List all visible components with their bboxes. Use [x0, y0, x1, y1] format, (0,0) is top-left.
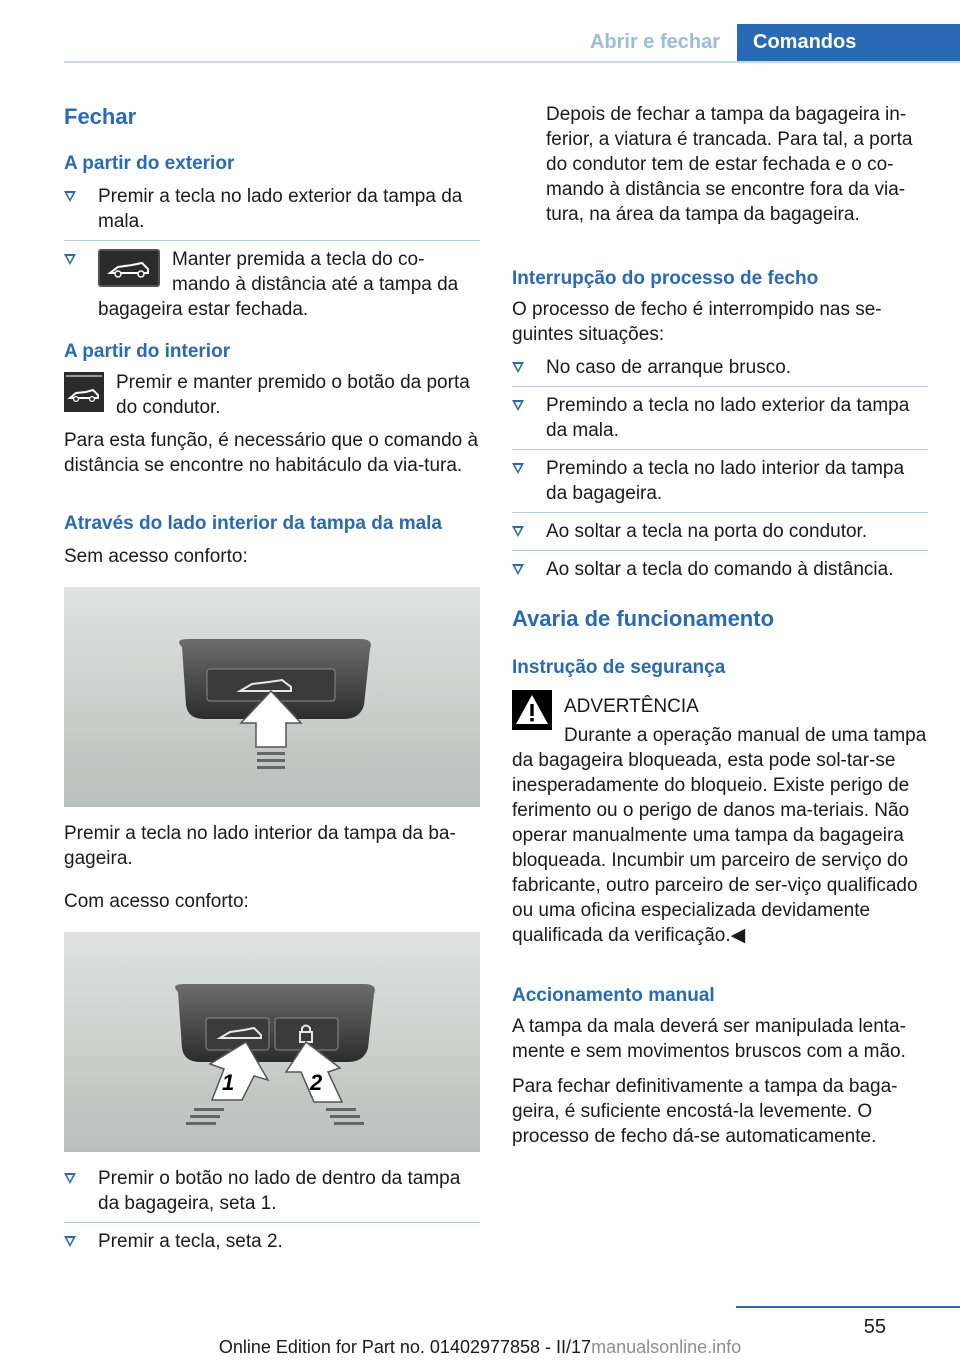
interrupt-list: [512, 355, 928, 582]
intro-paragraph: Depois de fechar a tampa da bagageira in-ferior, a viatura é trancada. Para tal, a porta do condutor tem de estar fechada e o co-mando à distância se encontre fora da via-tura, na área da tampa da bagageira.: [546, 104, 913, 225]
warning-block: [512, 690, 928, 948]
manual-heading: Accionamento manual: [512, 985, 715, 1006]
bullet-triangle-icon: [64, 1236, 76, 1247]
comfort-label: Com acesso conforto:: [64, 891, 249, 912]
exterior-list: [64, 184, 480, 322]
remote-trunk-key-icon: [98, 249, 160, 287]
list-item: Premindo a tecla no lado exterior da tampa da mala.: [512, 393, 928, 443]
divider: [512, 386, 928, 387]
no-comfort-label: Sem acesso conforto:: [64, 546, 248, 567]
arrow-label-2: 2: [310, 1070, 323, 1095]
list-item: Manter premida a tecla do co-mando à distância até a tampa da bagageira estar fechada.: [64, 247, 480, 322]
exterior-heading: A partir do exterior: [64, 153, 235, 174]
bullet-triangle-icon: [64, 1173, 76, 1184]
warning-text: Durante a operação manual de uma tampa da bagageira bloqueada, esta pode sol-tar-se inesperadamente do bloqueio. Existe perigo de ferimento ou o perigo de danos ma-teriais. Não operar manualmente uma tampa da bagageira bloqueada. Incumbir um parceiro de serviço do fabricante, outro parceiro de ser-viço qualificado ou uma oficina especializada devidamente qualificada da verificação.◀: [512, 725, 927, 946]
list-item: Ao soltar a tecla na porta do condutor.: [512, 519, 928, 544]
list-item: No caso de arranque brusco.: [512, 355, 928, 380]
right-column: [512, 102, 928, 1149]
header-section-tab[interactable]: Abrir e fechar: [589, 31, 721, 53]
bullet-triangle-icon: [512, 526, 524, 537]
interior-note: Para esta função, é necessário que o comando à distância se encontre no habitáculo da via-tura.: [64, 430, 479, 476]
divider: [64, 1222, 480, 1223]
interior-heading: A partir do interior: [64, 341, 231, 362]
list-item: Ao soltar a tecla do comando à distância.: [512, 557, 928, 582]
left-column: [64, 90, 480, 1254]
divider: [512, 449, 928, 450]
bullet-triangle-icon: [512, 400, 524, 411]
page-number: 55: [863, 1316, 886, 1338]
driver-door-trunk-button-icon: [64, 372, 104, 412]
warning-title: ADVERTÊNCIA: [564, 696, 699, 717]
comfort-list: [64, 1166, 480, 1254]
divider: [512, 550, 928, 551]
edition-text: Online Edition for Part no. 01402977858 - II/17: [218, 1337, 592, 1357]
bullet-triangle-icon: [64, 254, 76, 265]
arrow-overlay: [64, 932, 480, 1152]
inner-lid-heading: Através do lado interior da tampa da mala: [64, 513, 442, 534]
trunk-button-photo-single: [64, 587, 480, 807]
divider: [512, 512, 928, 513]
list-item: Premindo a tecla no lado interior da tampa da bagageira.: [512, 456, 928, 506]
list-item: Premir o botão no lado de dentro da tampa da bagageira, seta 1.: [64, 1166, 480, 1216]
manual-text-1: A tampa da mala deverá ser manipulada lenta-mente e sem movimentos bruscos com a mão.: [512, 1016, 906, 1062]
footer-rule: [736, 1306, 960, 1308]
divider: [64, 240, 480, 241]
bullet-triangle-icon: [512, 362, 524, 373]
trunk-button-photo-double: [64, 932, 480, 1152]
section-title: Fechar: [64, 104, 137, 129]
interrupt-text: O processo de fecho é interrompido nas se-guintes situações:: [512, 299, 882, 345]
bullet-triangle-icon: [512, 463, 524, 474]
manual-text-2: Para fechar definitivamente a tampa da baga-geira, é suficiente encostá-la levemente. O processo de fecho dá-se automaticamente.: [512, 1076, 898, 1147]
fault-heading: Avaria de funcionamento: [512, 606, 775, 631]
list-item: Premir a tecla no lado exterior da tampa da mala.: [64, 184, 480, 234]
header-rule: [64, 61, 960, 63]
footer-edition: [0, 1337, 960, 1358]
arrow-label-1: 1: [222, 1070, 235, 1095]
interrupt-heading: Interrupção do processo de fecho: [512, 268, 819, 289]
watermark-text: manualsonline.info: [591, 1337, 742, 1357]
header-chapter-tab[interactable]: Comandos: [737, 24, 960, 61]
bullet-triangle-icon: [64, 191, 76, 202]
no-comfort-caption: Premir a tecla no lado interior da tampa da ba-gageira.: [64, 823, 456, 869]
list-item: Premir a tecla, seta 2.: [64, 1229, 480, 1254]
interior-instruction: Premir e manter premido o botão da porta do condutor.: [64, 370, 480, 420]
bullet-triangle-icon: [512, 564, 524, 575]
safety-heading: Instrução de segurança: [512, 657, 726, 678]
warning-icon: [512, 690, 552, 730]
